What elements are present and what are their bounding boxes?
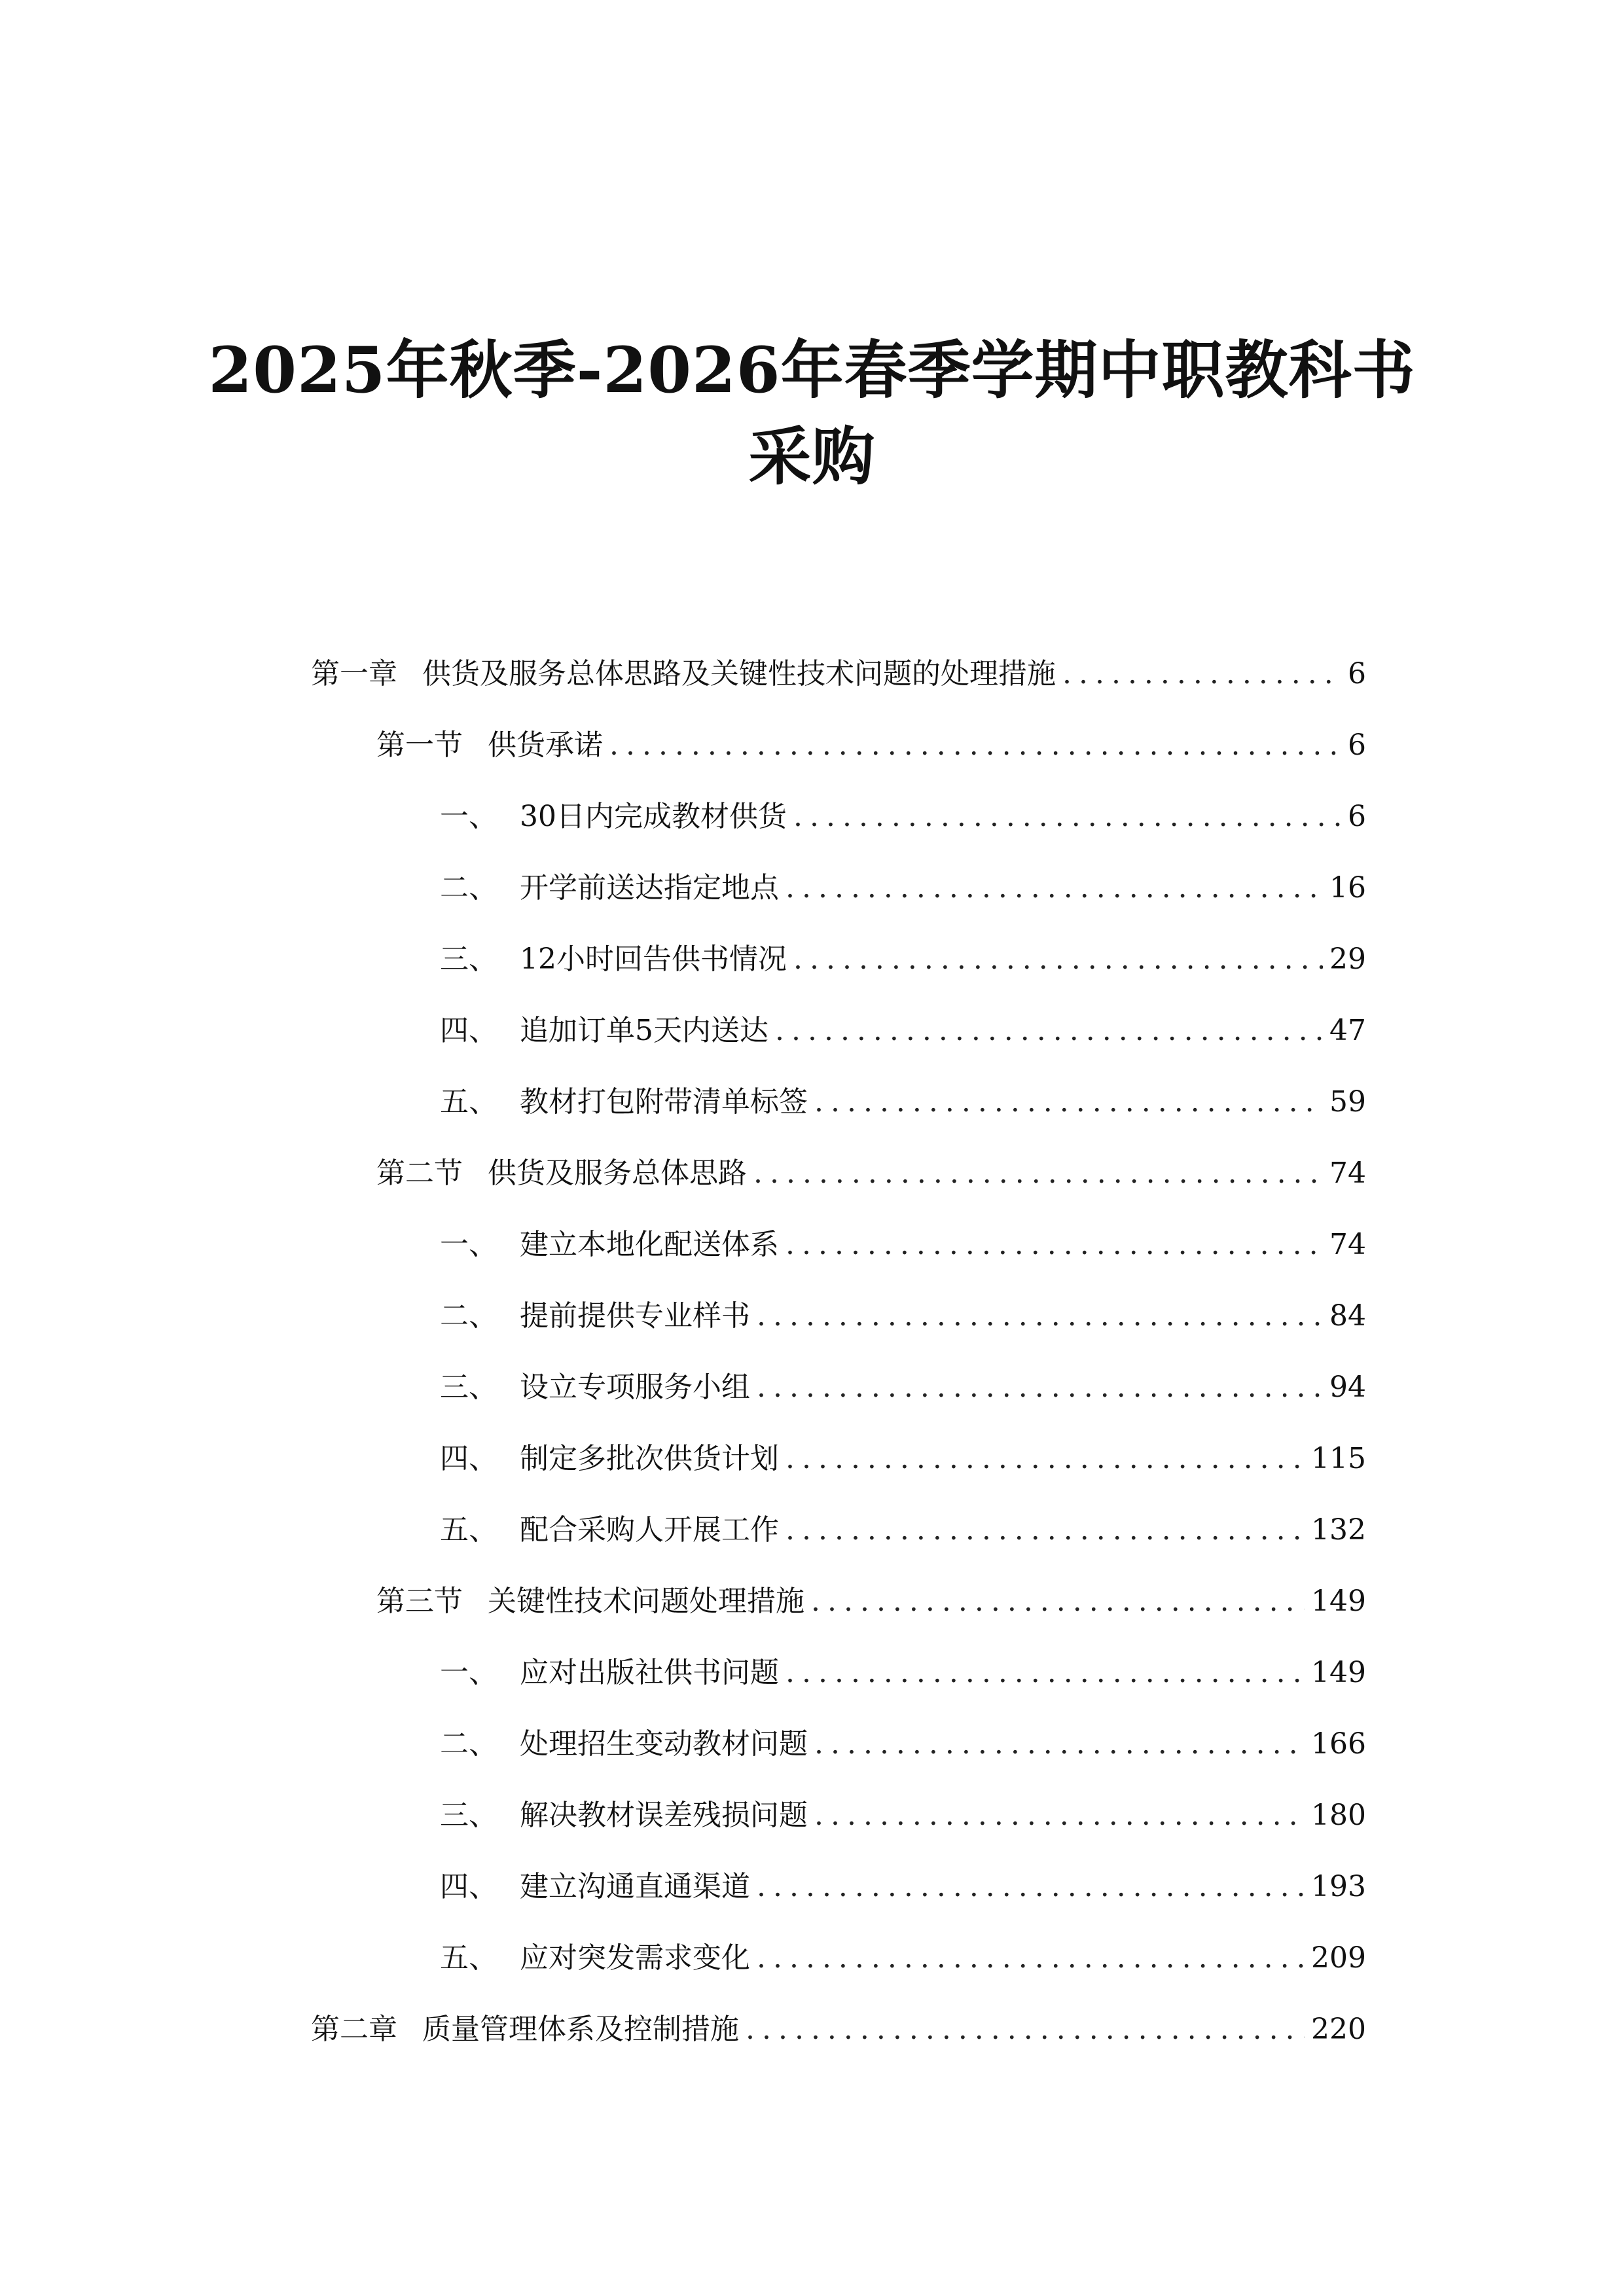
toc-label: 关键性技术问题处理措施 <box>488 1585 804 1618</box>
toc-dot-leader <box>814 1083 1323 1122</box>
toc-dot-leader <box>793 797 1340 836</box>
toc-page-number: 180 <box>1311 1799 1366 1832</box>
toc-label: 30日内完成教材供货 <box>520 800 787 833</box>
toc-marker: 二、 <box>440 871 497 905</box>
toc-page-number: 47 <box>1329 1014 1366 1047</box>
toc-entry-chapter-2[interactable] <box>311 2010 1366 2049</box>
toc-marker: 第一节 <box>376 728 463 762</box>
toc-entry-item[interactable] <box>440 1653 1366 1693</box>
toc-dot-leader <box>757 1939 1305 1978</box>
toc-label: 供货及服务总体思路 <box>488 1157 747 1190</box>
toc-dot-leader <box>757 1867 1305 1907</box>
toc-marker: 五、 <box>440 1513 497 1547</box>
toc-entry-item[interactable] <box>440 1439 1366 1479</box>
toc-marker: 五、 <box>440 1941 497 1975</box>
toc-dot-leader <box>785 1225 1323 1265</box>
toc-page-number: 166 <box>1311 1727 1366 1761</box>
toc-page-number: 16 <box>1329 871 1366 905</box>
toc-entry-item[interactable] <box>440 797 1366 836</box>
toc-dot-leader <box>814 1796 1305 1835</box>
toc-entry-chapter-1[interactable] <box>311 655 1366 694</box>
toc-page-number: 6 <box>1348 800 1366 833</box>
toc-marker: 四、 <box>440 1870 497 1903</box>
toc-label: 解决教材误差残损问题 <box>520 1799 808 1832</box>
toc-page-number: 6 <box>1348 728 1366 762</box>
toc-marker: 第二节 <box>376 1157 463 1190</box>
toc-page-number: 115 <box>1311 1442 1366 1475</box>
toc-dot-leader <box>753 1154 1323 1193</box>
toc-dot-leader <box>793 940 1323 979</box>
toc-entry-item[interactable] <box>440 940 1366 979</box>
title-line-2: 采购 <box>748 420 876 493</box>
toc-dot-leader <box>785 1511 1305 1550</box>
toc-entry-item[interactable] <box>440 1939 1366 1978</box>
toc-label: 应对出版社供书问题 <box>520 1656 779 1689</box>
toc-dot-leader <box>814 1725 1305 1764</box>
toc-page-number: 149 <box>1311 1656 1366 1689</box>
toc-page-number: 149 <box>1311 1585 1366 1618</box>
toc-dot-leader <box>811 1582 1305 1621</box>
toc-marker: 三、 <box>440 1371 497 1404</box>
toc-page-number: 59 <box>1329 1085 1366 1119</box>
toc-label: 追加订单5天内送达 <box>520 1014 768 1047</box>
toc-entry-section-2[interactable] <box>376 1154 1366 1193</box>
toc-dot-leader <box>1062 655 1340 694</box>
toc-page-number: 6 <box>1348 657 1366 691</box>
toc-entry-item[interactable] <box>440 1297 1366 1336</box>
toc-entry-section-3[interactable] <box>376 1582 1366 1621</box>
toc-dot-leader <box>757 1297 1323 1336</box>
toc-page-number: 29 <box>1329 942 1366 976</box>
toc-dot-leader <box>746 2010 1305 2049</box>
toc-label: 设立专项服务小组 <box>520 1371 750 1404</box>
toc-label: 配合采购人开展工作 <box>520 1513 779 1547</box>
toc-marker: 二、 <box>440 1299 497 1333</box>
toc-label: 制定多批次供货计划 <box>520 1442 779 1475</box>
toc-dot-leader <box>609 726 1340 765</box>
toc-label: 12小时回告供书情况 <box>520 942 787 976</box>
toc-entry-section-1[interactable] <box>376 726 1366 765</box>
toc-dot-leader <box>775 1011 1323 1050</box>
toc-entry-item[interactable] <box>440 1011 1366 1050</box>
toc-entry-item[interactable] <box>440 1511 1366 1550</box>
document-title <box>0 327 1624 500</box>
toc-marker: 三、 <box>440 1799 497 1832</box>
toc-marker: 第三节 <box>376 1585 463 1618</box>
toc-entry-item[interactable] <box>440 1225 1366 1265</box>
toc-label: 建立本地化配送体系 <box>520 1228 779 1261</box>
toc-dot-leader <box>785 1439 1305 1479</box>
title-line-1: 2025年秋季-2026年春季学期中职教科书 <box>208 333 1416 407</box>
toc-label: 提前提供专业样书 <box>520 1299 750 1333</box>
toc-dot-leader <box>785 1653 1305 1693</box>
toc-page-number: 220 <box>1311 2013 1366 2046</box>
toc-marker: 第一章 <box>311 657 397 691</box>
toc-page-number: 84 <box>1329 1299 1366 1333</box>
toc-label: 供货承诺 <box>488 728 603 762</box>
toc-marker: 四、 <box>440 1442 497 1475</box>
toc-dot-leader <box>757 1368 1323 1407</box>
toc-entry-item[interactable] <box>440 869 1366 908</box>
toc-page-number: 74 <box>1329 1228 1366 1261</box>
toc-marker: 第二章 <box>311 2013 397 2046</box>
toc-entry-item[interactable] <box>440 1368 1366 1407</box>
toc-marker: 二、 <box>440 1727 497 1761</box>
toc-label: 开学前送达指定地点 <box>520 871 779 905</box>
toc-label: 应对突发需求变化 <box>520 1941 750 1975</box>
toc-page-number: 74 <box>1329 1157 1366 1190</box>
toc-page-number: 94 <box>1329 1371 1366 1404</box>
toc-entry-item[interactable] <box>440 1867 1366 1907</box>
toc-entry-item[interactable] <box>440 1725 1366 1764</box>
toc-marker: 四、 <box>440 1014 497 1047</box>
toc-label: 教材打包附带清单标签 <box>520 1085 808 1119</box>
toc-page-number: 209 <box>1311 1941 1366 1975</box>
toc-dot-leader <box>785 869 1323 908</box>
toc-page-number: 132 <box>1311 1513 1366 1547</box>
toc-label: 供货及服务总体思路及关键性技术问题的处理措施 <box>422 657 1056 691</box>
toc-marker: 一、 <box>440 800 497 833</box>
toc-marker: 一、 <box>440 1656 497 1689</box>
toc-marker: 五、 <box>440 1085 497 1119</box>
toc-label: 质量管理体系及控制措施 <box>422 2013 739 2046</box>
toc-label: 建立沟通直通渠道 <box>520 1870 750 1903</box>
toc-entry-item[interactable] <box>440 1083 1366 1122</box>
toc-marker: 一、 <box>440 1228 497 1261</box>
toc-entry-item[interactable] <box>440 1796 1366 1835</box>
toc-marker: 三、 <box>440 942 497 976</box>
toc-label: 处理招生变动教材问题 <box>520 1727 808 1761</box>
toc-page-number: 193 <box>1311 1870 1366 1903</box>
